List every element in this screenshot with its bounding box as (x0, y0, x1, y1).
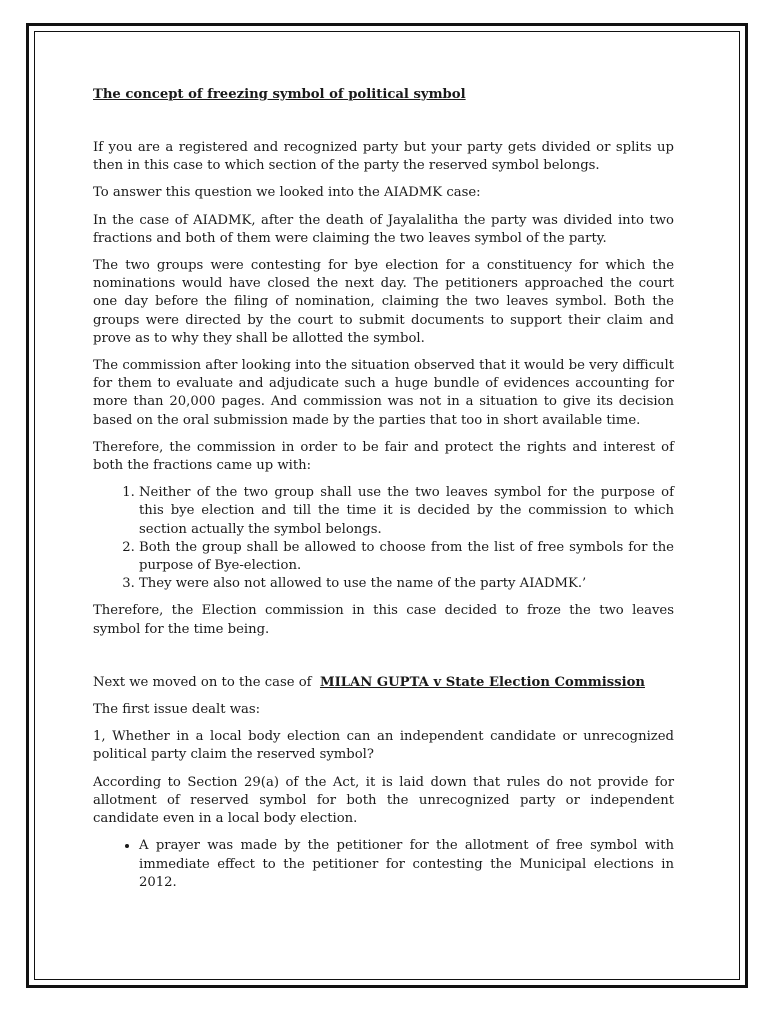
document-title: The concept of freezing symbol of political symbol (93, 87, 466, 102)
paragraph: Therefore, the commission in order to be fair and protect the rights and interest of both the fractions came up with: (93, 439, 674, 474)
next-case-paragraph (93, 674, 674, 692)
paragraph: The first issue dealt was: (93, 702, 261, 718)
paragraph: In the case of AIADMK, after the death of Jayalalitha the party was divided into two fractions and both of them were claiming the two leaves symbol of the party. (93, 212, 674, 246)
case-name: MILAN GUPTA v State Election Commission (319, 674, 645, 690)
document-body (93, 86, 674, 892)
list-item: 3. They were also not allowed to use the name of the party AIADMK.’ (139, 575, 674, 593)
list-item: 2. Both the group shall be allowed to choose from the list of free symbols for the purpose of Bye-election. (139, 539, 674, 575)
paragraph: 1, Whether in a local body election can an independent candidate or unrecognized political party claim the reserved symbol? (93, 729, 674, 763)
numbered-list (93, 484, 674, 593)
list-item: 1. Neither of the two group shall use the two leaves symbol for the purpose of this bye election and till the time it is decided by the commission to which section actually the symbol belongs. (139, 484, 674, 539)
list-item: • A prayer was made by the petitioner for the allotment of free symbol with immediate effect to the petitioner for contesting the Municipal elections in 2012. (139, 837, 674, 892)
next-case-intro: Next we moved on to the case of (93, 674, 312, 690)
paragraph: According to Section 29(a) of the Act, it is laid down that rules do not provide for allotment of reserved symbol for both the unrecognized party or independent candidate even in a local body election. (93, 774, 674, 827)
paragraph: The commission after looking into the situation observed that it would be very difficult for them to evaluate and adjudicate such a huge bundle of evidences accounting for more than 20,000 pages. And commission was not in a situation to give its decision based on the oral submission made by the parties that too in short available time. (93, 358, 674, 428)
paragraph: If you are a registered and recognized party but your party gets divided or splits up then in this case to which section of the party the reserved symbol belongs. (93, 140, 674, 174)
bullet-list (93, 837, 674, 892)
paragraph: To answer this question we looked into the AIADMK case: (93, 185, 481, 201)
paragraph: The two groups were contesting for bye election for a constituency for which the nominations would have closed the next day. The petitioners approached the court one day before the filing of nomination, claiming the two leaves symbol. Both the groups were directed by the court to submit documents to support their claim and prove as to why they shall be allotted the symbol. (93, 258, 674, 346)
paragraph: Therefore, the Election commission in this case decided to froze the two leaves symbol for the time being. (93, 603, 674, 637)
